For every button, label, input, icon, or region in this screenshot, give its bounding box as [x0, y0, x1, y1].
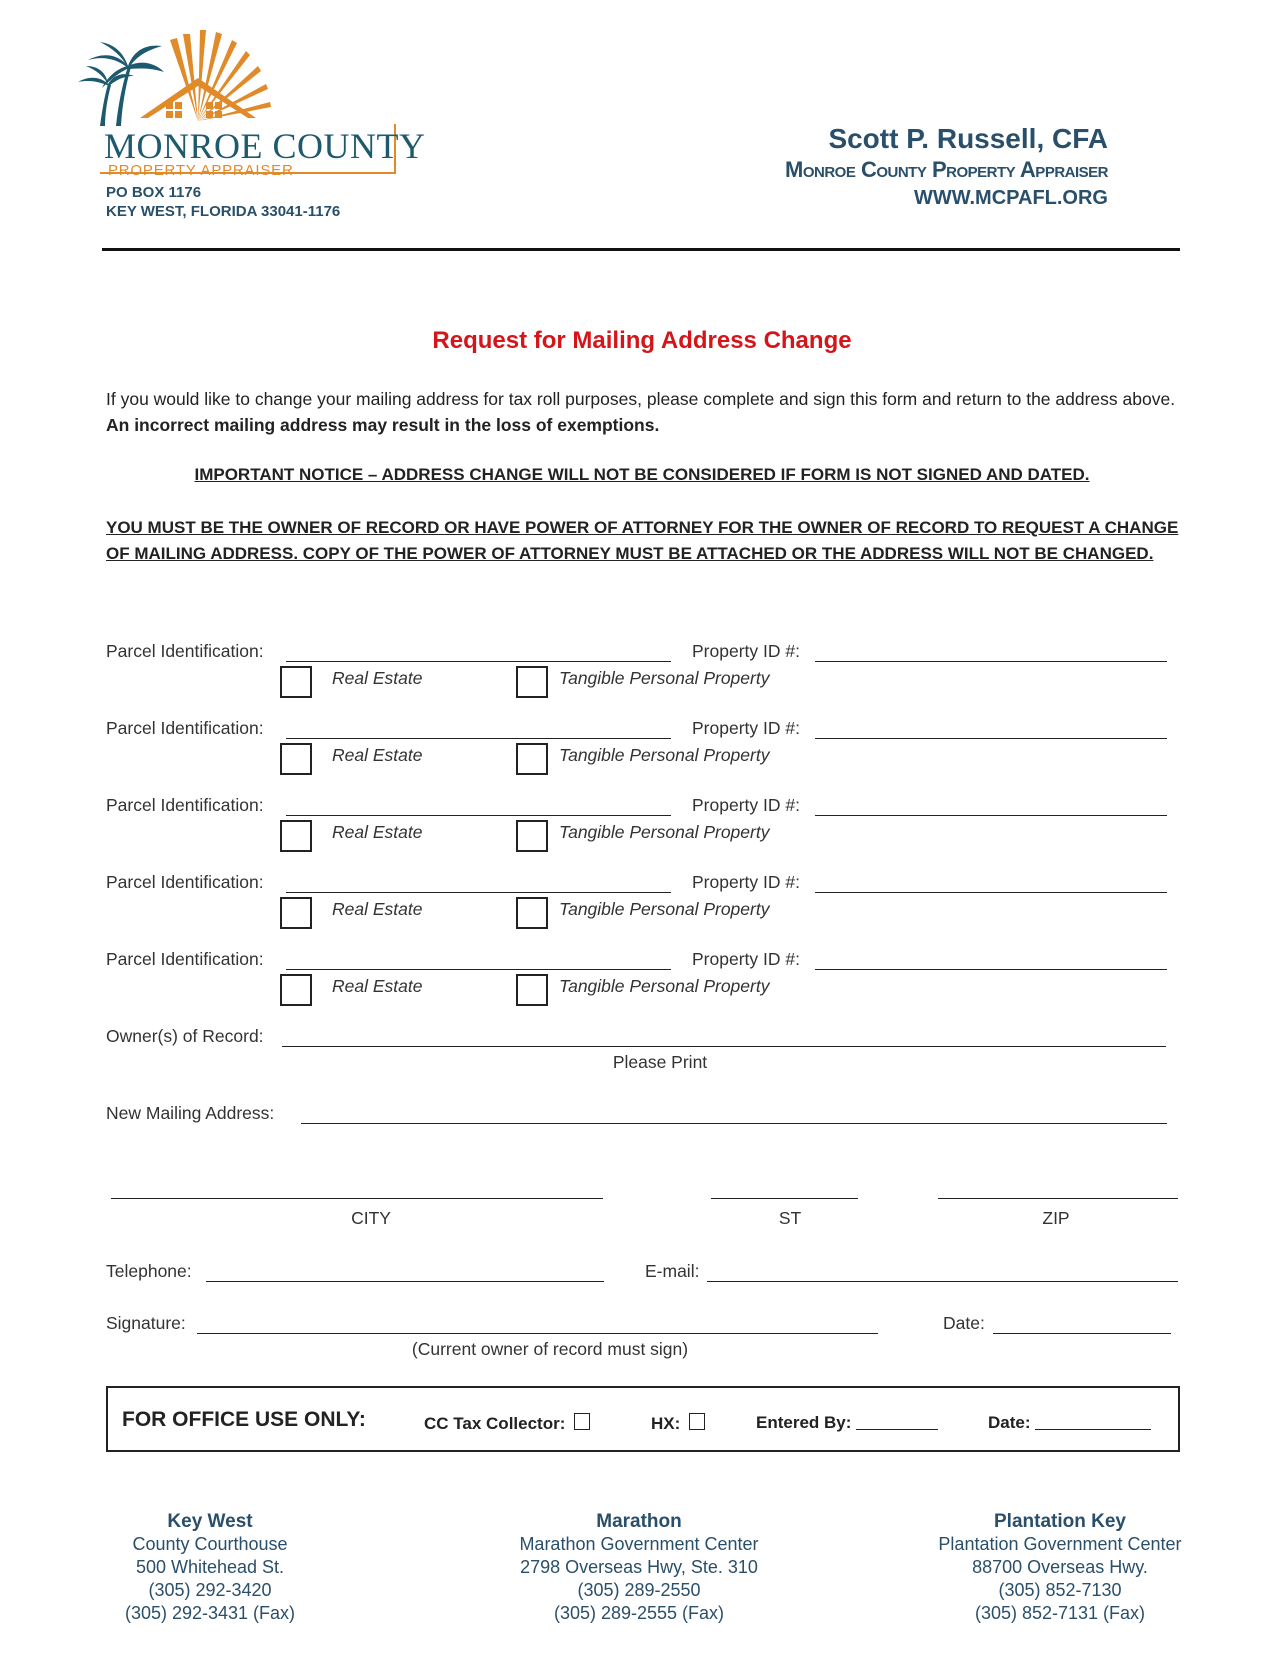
- property-id-label: Property ID #:: [692, 949, 800, 969]
- po-box: PO BOX 1176: [106, 184, 202, 201]
- property-id-label: Property ID #:: [692, 641, 800, 661]
- date-label: Date:: [943, 1313, 985, 1333]
- office-date-field[interactable]: [1035, 1429, 1151, 1430]
- logo-name: MONROE COUNTY: [104, 126, 426, 166]
- office-name: Monroe County Property Appraiser: [785, 157, 1108, 182]
- property-id-field[interactable]: [815, 969, 1167, 970]
- tangible-property-checkbox[interactable]: [516, 743, 548, 775]
- hx-checkbox[interactable]: [689, 1413, 705, 1430]
- tangible-property-label: Tangible Personal Property: [559, 976, 770, 996]
- property-id-label: Property ID #:: [692, 872, 800, 892]
- tax-collector-item: [424, 1413, 590, 1434]
- property-id-field[interactable]: [815, 738, 1167, 739]
- monroe-county-logo: [78, 26, 308, 136]
- city-line: KEY WEST, FLORIDA 33041-1176: [106, 203, 341, 220]
- email-field[interactable]: [707, 1281, 1178, 1282]
- hx-label: HX:: [651, 1414, 681, 1433]
- date-field[interactable]: [993, 1333, 1171, 1334]
- real-estate-label: Real Estate: [332, 745, 423, 765]
- parcel-id-label: Parcel Identification:: [106, 949, 264, 969]
- office-phone: (305) 852-7130: [998, 1580, 1122, 1600]
- office-phone: (305) 289-2550: [577, 1580, 701, 1600]
- office-line1: County Courthouse: [132, 1534, 288, 1554]
- office-use-title: FOR OFFICE USE ONLY:: [122, 1408, 366, 1431]
- tangible-property-label: Tangible Personal Property: [559, 668, 770, 688]
- parcel-id-field[interactable]: [286, 969, 671, 970]
- telephone-field[interactable]: [206, 1281, 604, 1282]
- footer-plantation-key: [920, 1510, 1200, 1625]
- tangible-property-checkbox[interactable]: [516, 666, 548, 698]
- tangible-property-label: Tangible Personal Property: [559, 745, 770, 765]
- real-estate-checkbox[interactable]: [280, 743, 312, 775]
- office-title-marathon: Marathon: [596, 1511, 682, 1532]
- entered-by-label: Entered By:: [756, 1413, 852, 1432]
- property-id-label: Property ID #:: [692, 718, 800, 738]
- parcel-id-field[interactable]: [286, 815, 671, 816]
- tangible-property-checkbox[interactable]: [516, 897, 548, 929]
- form-title: Request for Mailing Address Change: [432, 327, 852, 354]
- entered-by-field[interactable]: [856, 1429, 938, 1430]
- real-estate-label: Real Estate: [332, 899, 423, 919]
- office-date-label: Date:: [988, 1413, 1031, 1432]
- owner-label: Owner(s) of Record:: [106, 1026, 264, 1046]
- real-estate-checkbox[interactable]: [280, 666, 312, 698]
- mailing-address-label: New Mailing Address:: [106, 1103, 275, 1123]
- real-estate-label: Real Estate: [332, 976, 423, 996]
- intro-paragraph: [106, 386, 1186, 438]
- tangible-property-label: Tangible Personal Property: [559, 899, 770, 919]
- tangible-property-checkbox[interactable]: [516, 820, 548, 852]
- office-title-plantation-key: Plantation Key: [994, 1511, 1126, 1532]
- office-title-key-west: Key West: [167, 1511, 253, 1532]
- parcel-id-label: Parcel Identification:: [106, 718, 264, 738]
- appraiser-block: [785, 122, 1108, 212]
- zip-field[interactable]: [938, 1198, 1178, 1199]
- important-notice: IMPORTANT NOTICE – ADDRESS CHANGE WILL NOT BE CONSIDERED IF FORM IS NOT SIGNED AND DATED.: [194, 465, 1090, 484]
- tangible-property-checkbox[interactable]: [516, 974, 548, 1006]
- property-id-label: Property ID #:: [692, 795, 800, 815]
- footer-marathon: [504, 1510, 774, 1625]
- hx-item: [651, 1413, 705, 1434]
- parcel-id-field[interactable]: [286, 661, 671, 662]
- parcel-id-label: Parcel Identification:: [106, 795, 264, 815]
- appraiser-name: Scott P. Russell, CFA: [828, 123, 1108, 154]
- office-line1: Plantation Government Center: [938, 1534, 1182, 1554]
- parcel-id-field[interactable]: [286, 738, 671, 739]
- parcel-id-field[interactable]: [286, 892, 671, 893]
- mailing-address-field[interactable]: [301, 1123, 1167, 1124]
- state-label: ST: [778, 1208, 802, 1228]
- zip-label: ZIP: [1042, 1208, 1070, 1228]
- signature-field[interactable]: [197, 1333, 878, 1334]
- office-line1: Marathon Government Center: [519, 1534, 759, 1554]
- office-line2: 2798 Overseas Hwy, Ste. 310: [520, 1557, 758, 1577]
- office-use-box: [106, 1386, 1180, 1452]
- logo-subtitle: PROPERTY APPRAISER: [108, 162, 294, 179]
- website-link[interactable]: WWW.MCPAFL.ORG: [913, 187, 1108, 209]
- office-fax: (305) 292-3431 (Fax): [124, 1603, 296, 1623]
- parcel-id-label: Parcel Identification:: [106, 872, 264, 892]
- property-id-field[interactable]: [815, 661, 1167, 662]
- return-address: [106, 183, 340, 221]
- office-line2: 88700 Overseas Hwy.: [972, 1557, 1148, 1577]
- city-field[interactable]: [111, 1198, 603, 1199]
- office-date-item: [988, 1413, 1151, 1433]
- intro-text: If you would like to change your mailing address for tax roll purposes, please complete and sign this form and return to the address above.: [106, 389, 1176, 409]
- footer-key-west: [110, 1510, 310, 1625]
- real-estate-label: Real Estate: [332, 822, 423, 842]
- signature-hint: (Current owner of record must sign): [411, 1339, 689, 1359]
- telephone-label: Telephone:: [106, 1261, 192, 1281]
- city-label: CITY: [351, 1208, 391, 1228]
- parcel-id-label: Parcel Identification:: [106, 641, 264, 661]
- office-fax: (305) 852-7131 (Fax): [974, 1603, 1146, 1623]
- tax-collector-checkbox[interactable]: [574, 1413, 590, 1430]
- state-field[interactable]: [711, 1198, 858, 1199]
- real-estate-label: Real Estate: [332, 668, 423, 688]
- property-id-field[interactable]: [815, 892, 1167, 893]
- header-divider: [102, 248, 1180, 251]
- real-estate-checkbox[interactable]: [280, 820, 312, 852]
- owner-hint: Please Print: [612, 1052, 708, 1072]
- intro-bold-text: An incorrect mailing address may result in the loss of exemptions.: [106, 415, 660, 435]
- office-line2: 500 Whitehead St.: [135, 1557, 285, 1577]
- tax-collector-label: CC Tax Collector:: [424, 1414, 566, 1433]
- office-phone: (305) 292-3420: [148, 1580, 272, 1600]
- tangible-property-label: Tangible Personal Property: [559, 822, 770, 842]
- real-estate-checkbox[interactable]: [280, 897, 312, 929]
- owner-field[interactable]: [282, 1046, 1166, 1047]
- real-estate-checkbox[interactable]: [280, 974, 312, 1006]
- office-fax: (305) 289-2555 (Fax): [553, 1603, 725, 1623]
- property-id-field[interactable]: [815, 815, 1167, 816]
- signature-label: Signature:: [106, 1313, 186, 1333]
- entered-by-item: [756, 1413, 938, 1433]
- email-label: E-mail:: [645, 1261, 700, 1281]
- owner-warning: YOU MUST BE THE OWNER OF RECORD OR HAVE POWER OF ATTORNEY FOR THE OWNER OF RECORD TO REQUEST A CHANGE OF MAILING ADDRESS. COPY OF THE POWER OF ATTORNEY MUST BE ATTACHED OR THE ADDRESS WILL NOT BE CHANGED.: [106, 518, 1179, 563]
